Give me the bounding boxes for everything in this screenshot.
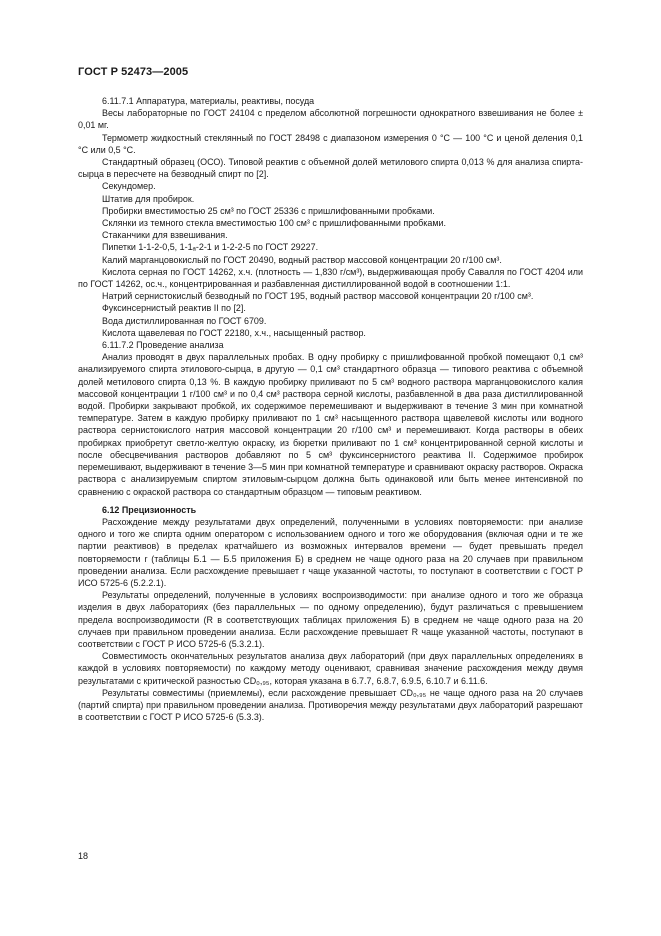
paragraph: Штатив для пробирок. <box>102 193 195 204</box>
paragraph: Склянки из темного стекла вместимостью 100 см³ с пришлифованными пробками. <box>102 218 446 229</box>
paragraph: Вода дистиллированная по ГОСТ 6709. <box>102 315 267 326</box>
paragraph: Кислота серная по ГОСТ 14262, х.ч. (плотность — 1,830 г/см³), выдерживающая пробу Савалля по ГОСТ 4204 или по ГОСТ 14262, ос.ч., концентрированная и разбавленная дистиллированной водой в соотношении 1:1. <box>78 266 583 290</box>
paragraph: Пипетки 1-1-2-0,5, 1-1ₐ-2-1 и 1-2-2-5 по ГОСТ 29227. <box>102 242 319 253</box>
paragraph: Стандартный образец (ОСО). Типовой реактив с объемной долей метилового спирта 0,013 % для анализа спирта-сырца в пересчете на безводный спирт по [2]. <box>78 157 583 180</box>
paragraph: Анализ проводят в двух параллельных пробах. В одну пробирку с пришлифованной пробкой помещают 0,1 см³ анализируемого спирта этилового-сырца, в другую — 0,1 см³ стандартного образца — типового реактива с объемной долей метилового спирта 0,13 %. В каждую пробирку приливают по 5 см³ водного раствора марганцовокислого калия массовой концентрации 1 г/100 см³ и по 0,4 см³ раствора серной кислоты, разбавленной в два раза дистиллированной водой. Пробирки закрывают пробкой, их содержимое перемешивают и выдерживают в течение 3 мин при комнатной температуре. Затем в каждую пробирку приливают по 1 см³ насыщенного раствора щавелевой кислоты или водного раствора сернистокислого натрия массовой концентрации 20 г/100 см³ и перемешивают. Когда растворы в обеих пробирках приобретут светло-желтую окраску, из бюретки приливают по 1 см³ концентрированной серной кислоты и после обесцвечивания растворов добавляют по 5 см³ фуксинсернистого реактива II. Содержимое пробирок перемешивают, выдерживают в течение 3—5 мин при комнатной температуре и сравнивают окраску растворов. Окраска раствора с анализируемым спиртом этиловым-сырцом должна быть одинаковой или быть менее интенсивной по сравнению с окраской раствора со стандартным образцом — типовым реактивом. <box>78 352 583 497</box>
paragraph: Стаканчики для взвешивания. <box>102 230 228 241</box>
paragraph: Расхождение между результатами двух определений, полученными в условиях повторяемости: при анализе одного и того же спирта одним оператором с использованием одного и того же оборудования (включая одни и те же партии реактивов) в пределах кратчайшего из возможных интервалов времени — будет превышать предел повторяемости r (таблицы Б.1 — Б.5 приложения Б) в среднем не чаще одного раза на 20 случаев при правильном проведении анализа. Если расхождение превышает r чаще указанной частоты, то поступают в соответствии с ГОСТ Р ИСО 5725-6 (5.2.2.1). <box>78 516 583 588</box>
subsection-heading: 6.11.7.2 Проведение анализа <box>102 340 224 351</box>
paragraph: Весы лабораторные по ГОСТ 24104 с пределом абсолютной погрешности однократного взвешивания не более ± 0,01 мг. <box>78 108 583 131</box>
paragraph: Калий марганцовокислый по ГОСТ 20490, водный раствор массовой концентрации 20 г/100 см³. <box>102 254 502 265</box>
paragraph: Секундомер. <box>102 181 156 192</box>
paragraph: Фуксинсернистый реактив II по [2]. <box>102 303 246 314</box>
paragraph: Результаты совместимы (приемлемы), если расхождение превышает CD₀,₉₅ не чаще одного раза на 20 случаев (партий спирта) при правильном проведении анализа. Противоречия между результатами двух лабораторий разрешают в соответствии с ГОСТ Р ИСО 5725-6 (5.3.3). <box>78 687 583 723</box>
subsection-heading: 6.11.7.1 Аппаратура, материалы, реактивы, посуда <box>102 96 315 106</box>
paragraph: Термометр жидкостный стеклянный по ГОСТ 28498 с диапазоном измерения 0 °С — 100 °С и ценой деления 0,1 °С или 0,5 °С. <box>78 132 583 155</box>
section-heading: 6.12 Прецизионность <box>102 504 197 515</box>
paragraph: Натрий сернистокислый безводный по ГОСТ 195, водный раствор массовой концентрации 20 г/100 см³. <box>102 291 534 302</box>
paragraph: Совместимость окончательных результатов анализа двух лабораторий (при двух параллельных определениях в каждой в условиях повторяемости) по каждому методу оценивают, сравнивая значение расхождения между двумя результатами с критической разностью CD₀,₉₅, которая указана в 6.7.7, 6.8.7, 6.9.5, 6.10.7 и 6.11.6. <box>78 651 583 686</box>
paragraph: Результаты определений, полученные в условиях воспроизводимости: при анализе одного и того же образца изделия в двух лабораториях (без параллельных — по одному определению), будут различаться с превышением предела воспроизводимости (R в соответствующих таблицах приложения Б) в среднем не чаще одного раза на 20 случаев при правильном проведении анализа. Если расхождение превышает R чаще указанной частоты, поступают в соответствии с ГОСТ Р ИСО 5725-6 (5.3.2.1). <box>78 590 583 649</box>
page-number: 18 <box>78 851 89 861</box>
paragraph: Кислота щавелевая по ГОСТ 22180, х.ч., насыщенный раствор. <box>102 327 366 338</box>
document-body <box>78 95 583 723</box>
paragraph: Пробирки вместимостью 25 см³ по ГОСТ 25336 с пришлифованными пробками. <box>102 205 435 216</box>
page-header: ГОСТ Р 52473—2005 <box>78 66 189 78</box>
